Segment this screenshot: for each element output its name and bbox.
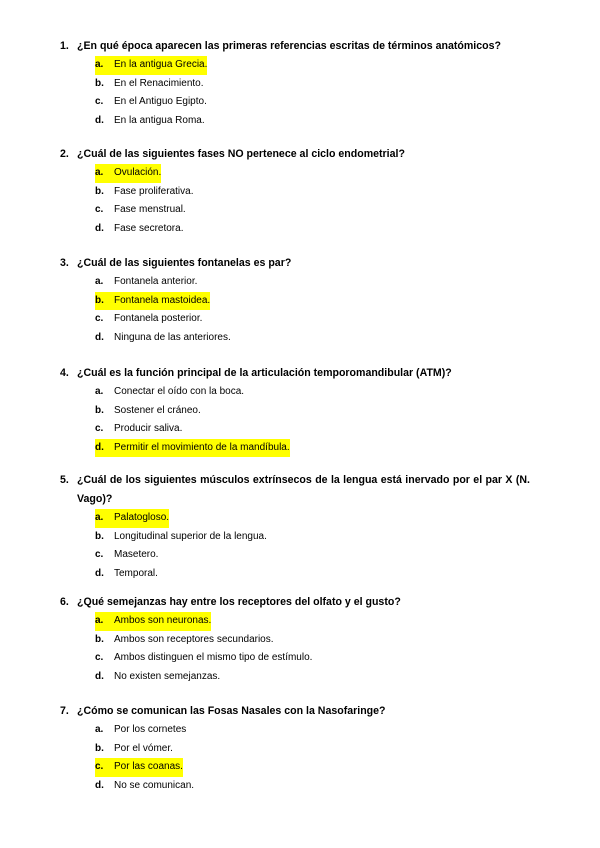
option-text: No existen semejanzas. xyxy=(114,670,221,682)
question-text: ¿Cuál de los siguientes músculos extrínsecos de la lengua está inervado por el par X (N. Vago)? xyxy=(77,474,530,505)
option-c[interactable] xyxy=(95,201,530,220)
option-d[interactable] xyxy=(95,565,530,584)
option-a[interactable] xyxy=(95,721,530,740)
option-letter: a. xyxy=(95,164,114,183)
option-d[interactable] xyxy=(95,329,530,348)
option-list xyxy=(95,383,530,457)
option-a[interactable] xyxy=(95,509,530,528)
option-text: Fase proliferativa. xyxy=(114,185,194,197)
question-text: ¿Qué semejanzas hay entre los receptores del olfato y el gusto? xyxy=(77,596,401,608)
question-6-line xyxy=(60,593,530,612)
option-list xyxy=(95,273,530,347)
option-letter: d. xyxy=(95,439,114,458)
question-3 xyxy=(60,254,530,347)
question-number: 5. xyxy=(60,474,69,486)
option-text: Por las coanas. xyxy=(114,758,183,777)
question-number: 2. xyxy=(60,148,69,160)
option-text: Temporal. xyxy=(114,567,158,579)
question-6 xyxy=(60,593,530,686)
question-7 xyxy=(60,702,530,795)
option-list xyxy=(95,509,530,583)
option-text: Conectar el oído con la boca. xyxy=(114,386,245,397)
option-letter: b. xyxy=(95,530,104,542)
question-2 xyxy=(60,145,530,238)
option-text: Ambos son neuronas. xyxy=(114,612,211,631)
option-letter: c. xyxy=(95,423,104,434)
option-text: Masetero. xyxy=(114,549,159,560)
option-c[interactable] xyxy=(95,420,530,439)
option-text: Fase secretora. xyxy=(114,222,184,234)
question-text: ¿Cuál es la función principal de la articulación temporomandibular (ATM)? xyxy=(77,367,452,379)
option-text: En el Renacimiento. xyxy=(114,77,204,89)
question-7-line xyxy=(60,702,530,721)
option-b[interactable] xyxy=(95,183,530,202)
question-text: ¿Cuál de las siguientes fases NO pertenece al ciclo endometrial? xyxy=(77,148,405,160)
option-b[interactable] xyxy=(95,740,530,759)
option-a[interactable] xyxy=(95,56,530,75)
option-text: No se comunican. xyxy=(114,779,195,791)
option-letter: c. xyxy=(95,758,114,777)
question-4 xyxy=(60,364,530,457)
option-list xyxy=(95,721,530,795)
option-letter: a. xyxy=(95,386,104,397)
option-letter: a. xyxy=(95,612,114,631)
option-text: Fase menstrual. xyxy=(114,204,186,215)
option-c[interactable] xyxy=(95,546,530,565)
question-1 xyxy=(60,37,530,130)
question-2-line xyxy=(60,145,530,164)
option-text: Ambos son receptores secundarios. xyxy=(114,633,274,645)
option-letter: b. xyxy=(95,404,104,416)
option-letter: c. xyxy=(95,204,104,215)
option-a[interactable] xyxy=(95,164,530,183)
option-text: Producir saliva. xyxy=(114,423,183,434)
question-1-line xyxy=(60,37,530,56)
option-b[interactable] xyxy=(95,75,530,94)
option-letter: a. xyxy=(95,724,104,735)
option-text: En la antigua Grecia. xyxy=(114,56,207,75)
question-number: 6. xyxy=(60,596,69,608)
option-c[interactable] xyxy=(95,649,530,668)
option-b[interactable] xyxy=(95,528,530,547)
option-text: Sostener el cráneo. xyxy=(114,404,201,416)
question-text: ¿Cómo se comunican las Fosas Nasales con la Nasofaringe? xyxy=(77,705,386,717)
option-list xyxy=(95,164,530,238)
option-d[interactable] xyxy=(95,777,530,796)
option-text: Ninguna de las anteriores. xyxy=(114,331,231,343)
question-number: 3. xyxy=(60,257,69,269)
option-d[interactable] xyxy=(95,112,530,131)
option-list xyxy=(95,612,530,686)
option-d[interactable] xyxy=(95,439,530,458)
question-number: 1. xyxy=(60,40,69,52)
option-text: Fontanela posterior. xyxy=(114,313,203,324)
option-d[interactable] xyxy=(95,668,530,687)
option-text: Fontanela anterior. xyxy=(114,276,198,287)
option-text: Ovulación. xyxy=(114,164,161,183)
option-c[interactable] xyxy=(95,310,530,329)
option-letter: b. xyxy=(95,633,104,645)
option-letter: a. xyxy=(95,276,104,287)
question-4-line xyxy=(60,364,530,383)
option-letter: d. xyxy=(95,222,104,234)
option-text: Ambos distinguen el mismo tipo de estímulo. xyxy=(114,652,313,663)
option-text: Longitudinal superior de la lengua. xyxy=(114,530,267,542)
option-letter: d. xyxy=(95,331,104,343)
question-text: ¿Cuál de las siguientes fontanelas es par? xyxy=(77,257,292,269)
option-text: Palatogloso. xyxy=(114,509,169,528)
question-number: 4. xyxy=(60,367,69,379)
option-text: En el Antiguo Egipto. xyxy=(114,96,207,107)
option-letter: c. xyxy=(95,96,104,107)
option-b[interactable] xyxy=(95,631,530,650)
question-text: ¿En qué época aparecen las primeras referencias escritas de términos anatómicos? xyxy=(77,40,501,52)
question-5 xyxy=(60,471,530,583)
question-5-line xyxy=(60,471,530,509)
option-text: Fontanela mastoidea. xyxy=(114,292,210,311)
option-letter: d. xyxy=(95,114,104,126)
option-text: En la antigua Roma. xyxy=(114,114,205,126)
option-b[interactable] xyxy=(95,292,530,311)
option-text: Permitir el movimiento de la mandíbula. xyxy=(114,439,290,458)
option-c[interactable] xyxy=(95,93,530,112)
option-d[interactable] xyxy=(95,220,530,239)
question-3-line xyxy=(60,254,530,273)
option-letter: b. xyxy=(95,742,104,754)
option-a[interactable] xyxy=(95,612,530,631)
option-letter: c. xyxy=(95,652,104,663)
option-letter: d. xyxy=(95,670,104,682)
option-letter: d. xyxy=(95,567,104,579)
option-c[interactable] xyxy=(95,758,530,777)
option-letter: c. xyxy=(95,313,104,324)
option-a[interactable] xyxy=(95,273,530,292)
option-letter: a. xyxy=(95,509,114,528)
option-list xyxy=(95,56,530,130)
option-letter: b. xyxy=(95,77,104,89)
option-text: Por el vómer. xyxy=(114,742,173,754)
option-a[interactable] xyxy=(95,383,530,402)
option-letter: c. xyxy=(95,549,104,560)
option-b[interactable] xyxy=(95,402,530,421)
question-number: 7. xyxy=(60,705,69,717)
option-letter: b. xyxy=(95,185,104,197)
option-text: Por los cornetes xyxy=(114,724,187,735)
option-letter: b. xyxy=(95,292,114,311)
option-letter: a. xyxy=(95,56,114,75)
option-letter: d. xyxy=(95,779,104,791)
